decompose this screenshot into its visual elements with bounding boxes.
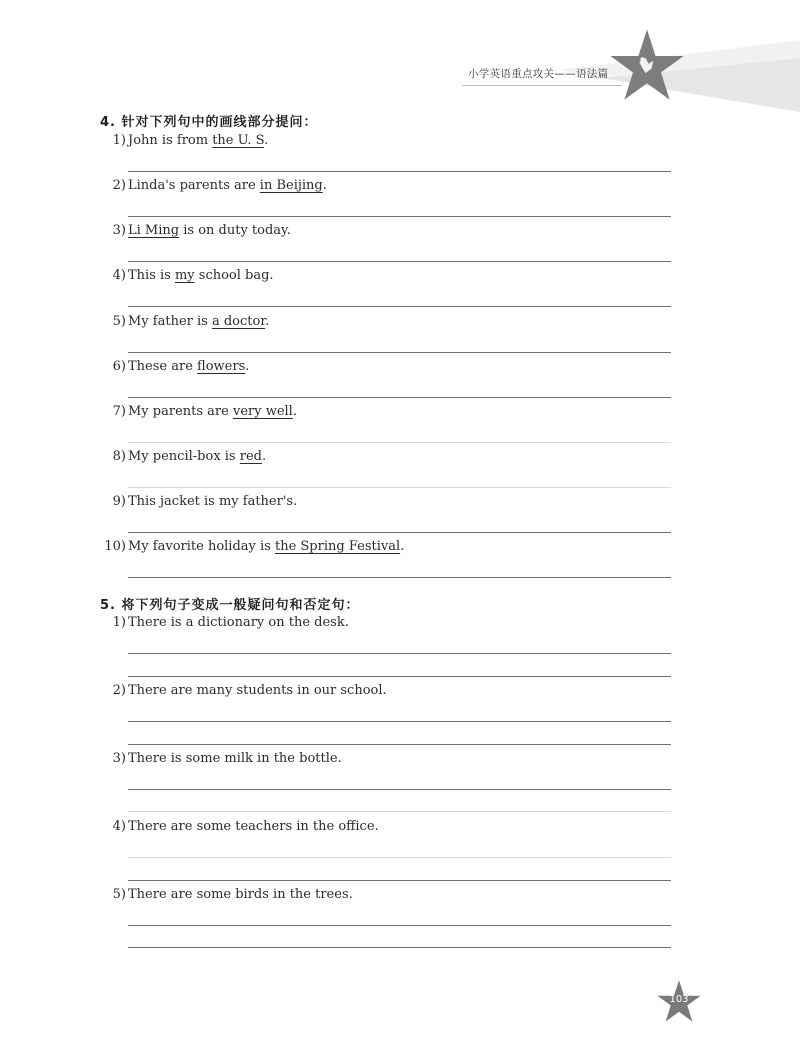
answer-line-question[interactable] <box>128 789 671 790</box>
section-4-item-5: 5) My father is a doctor. <box>112 314 270 329</box>
section-4-item-2: 2) Linda's parents are in Beijing. <box>112 178 327 193</box>
section-5-item-1: 1) There is a dictionary on the desk. <box>112 615 349 630</box>
section-4-item-7: 7) My parents are very well. <box>112 404 297 419</box>
answer-line-negative[interactable] <box>128 880 671 881</box>
section-4-item-3: 3) Li Ming is on duty today. <box>112 223 291 238</box>
answer-line-question[interactable] <box>128 857 671 858</box>
section-4-item-1: 1) John is from the U. S. <box>112 133 269 148</box>
section-4-item-9: 9) This jacket is my father's. <box>112 494 298 509</box>
answer-line[interactable] <box>128 171 671 172</box>
answer-line-question[interactable] <box>128 925 671 926</box>
section-4-title: 4. 针对下列句中的画线部分提问： <box>100 115 318 130</box>
answer-line[interactable] <box>128 442 671 443</box>
section-5-item-5: 5) There are some birds in the trees. <box>112 887 353 902</box>
header-rule <box>462 85 622 86</box>
page-number: 103 <box>669 994 689 1005</box>
answer-line-negative[interactable] <box>128 947 671 948</box>
header-star-icon <box>608 28 686 102</box>
answer-line-question[interactable] <box>128 721 671 722</box>
answer-line[interactable] <box>128 532 671 533</box>
answer-line-question[interactable] <box>128 653 671 654</box>
answer-line[interactable] <box>128 306 671 307</box>
section-5-item-3: 3) There is some milk in the bottle. <box>112 751 342 766</box>
book-title: 小学英语重点攻关——语法篇 <box>468 68 609 80</box>
answer-line[interactable] <box>128 261 671 262</box>
section-5-title: 5. 将下列句子变成一般疑问句和否定句： <box>100 598 360 613</box>
section-4-item-4: 4) This is my school bag. <box>112 268 274 283</box>
answer-line-negative[interactable] <box>128 811 671 812</box>
section-5-item-4: 4) There are some teachers in the office. <box>112 819 379 834</box>
section-5-item-2: 2) There are many students in our school. <box>112 683 387 698</box>
section-4-item-8: 8) My pencil-box is red. <box>112 449 267 464</box>
answer-line[interactable] <box>128 397 671 398</box>
answer-line[interactable] <box>128 577 671 578</box>
section-4-item-6: 6) These are flowers. <box>112 359 250 374</box>
answer-line-negative[interactable] <box>128 676 671 677</box>
answer-line[interactable] <box>128 487 671 488</box>
answer-line[interactable] <box>128 352 671 353</box>
answer-line-negative[interactable] <box>128 744 671 745</box>
answer-line[interactable] <box>128 216 671 217</box>
section-4-item-10: 10) My favorite holiday is the Spring Festival. <box>104 539 405 554</box>
